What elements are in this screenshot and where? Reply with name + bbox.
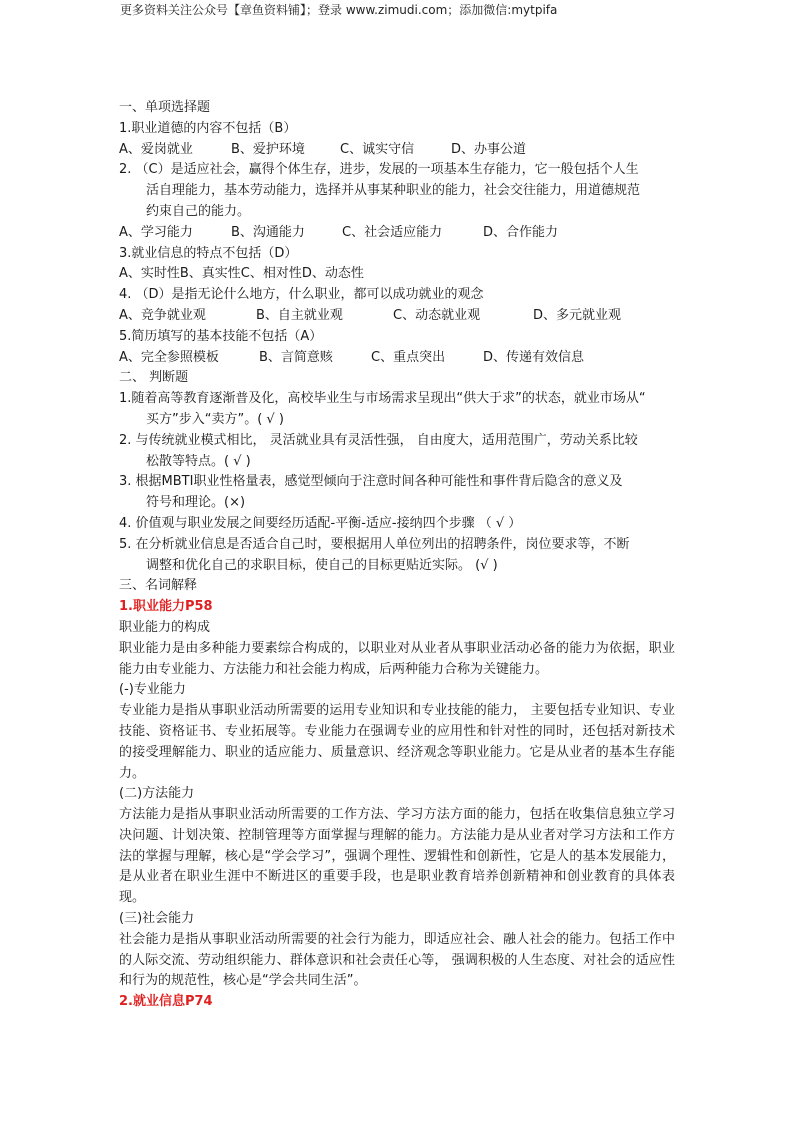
option-d: D、办事公道 bbox=[451, 141, 527, 157]
option-d: D、合作能力 bbox=[483, 224, 559, 240]
option-b: B、言简意赅 bbox=[259, 349, 333, 365]
judgement-2: 2. 与传统就业模式相比， 灵活就业具有灵活性强， 自由度大，适用范围广，劳动关系比较 bbox=[119, 432, 638, 448]
question-1-options bbox=[119, 140, 675, 161]
judgement-5-cont: 调整和优化自己的求职目标，使自己的目标更贴近实际。 (√ ) bbox=[146, 557, 498, 573]
question-4-options bbox=[119, 306, 675, 327]
question-4-stem: 4. （D）是指无论什么地方，什么职业，都可以成功就业的观念 bbox=[119, 287, 484, 303]
paragraph-method-ability: 方法能力是指从事职业活动所需要的工作方法、学习方法方面的能力，包括在收集信息独立学习决问题、计划决策、控制管理等方面掌握与理解的能力。方法能力是从业者对学习方法和工作方法的掌握与理解，核心是“学会学习”，强调个理性、逻辑性和创新性，它是人的基本发展能力，是从业者在职业生涯中不断进区的重要手段，也是职业教育培养创新精神和创业教育的具体表现。 bbox=[119, 807, 675, 906]
paragraph-professional-ability: 专业能力是指从事职业活动所需要的运用专业知识和专业技能的能力， 主要包括专业知识、专业技能、资格证书、专业拓展等。专业能力在强调专业的应用性和针对性的同时，还包括对新技术的接受理解能力、职业的适应能力、质量意识、经济观念等职业能力。它是从业者的基本生存能力。 bbox=[119, 703, 675, 781]
judgement-3-cont: 符号和理论。(×) bbox=[146, 495, 246, 511]
option-a: A、爱岗就业 bbox=[119, 141, 193, 157]
paragraph-social-ability: 社会能力是指从事职业活动所需要的社会行为能力，即适应社会、融人社会的能力。包括工作中的人际交流、劳动组织能力、群体意识和社会责任心等， 强调积极的人生态度、对社会的适应性和行为的规范性，核心是“学会共同生活”。 bbox=[119, 931, 675, 989]
question-5-options bbox=[119, 348, 675, 369]
question-2-stem: 2. （C）是适应社会，赢得个体生存，进步，发展的一项基本生存能力，它一般包括个人生 bbox=[119, 162, 639, 178]
term-1-heading: 1.职业能力P58 bbox=[119, 599, 213, 615]
option-b: B、爱护环境 bbox=[231, 141, 305, 157]
option-d: D、传递有效信息 bbox=[483, 349, 585, 365]
option-d: D、多元就业观 bbox=[533, 307, 622, 323]
question-3-stem: 3.就业信息的特点不包括（D） bbox=[119, 245, 298, 261]
option-c: C、动态就业观 bbox=[393, 307, 481, 323]
term-2-heading: 2.就业信息P74 bbox=[119, 994, 213, 1010]
option-b: B、沟通能力 bbox=[231, 224, 305, 240]
term-1-subheading: 职业能力的构成 bbox=[119, 619, 211, 635]
option-c: C、诚实守信 bbox=[340, 141, 415, 157]
subheading-professional-ability: (-)专业能力 bbox=[119, 682, 186, 698]
question-3-options: A、实时性B、真实性C、相对性D、动态性 bbox=[119, 266, 364, 282]
question-2-stem-cont: 活自理能力，基本劳动能力，选择并从事某种职业的能力，社会交往能力，用道德规范 bbox=[146, 183, 641, 199]
option-c: C、重点突出 bbox=[371, 349, 446, 365]
question-2-options bbox=[119, 223, 675, 244]
question-1-stem: 1.职业道德的内容不包括（B） bbox=[119, 120, 297, 136]
term-1-paragraph: 职业能力是由多种能力要素综合构成的，以职业对从业者从事职业活动必备的能力为依据，职业能力由专业能力、方法能力和社会能力构成，后两种能力合称为关键能力。 bbox=[119, 640, 675, 677]
question-5-stem: 5.简历填写的基本技能不包括（A） bbox=[119, 328, 323, 344]
document-body bbox=[119, 98, 675, 1013]
option-a: A、完全参照模板 bbox=[119, 349, 219, 365]
question-2-stem-cont: 约束自己的能力。 bbox=[146, 203, 251, 219]
option-c: C、社会适应能力 bbox=[342, 224, 443, 240]
subheading-method-ability: (二)方法能力 bbox=[119, 786, 195, 802]
option-a: A、竞争就业观 bbox=[119, 307, 206, 323]
judgement-5: 5. 在分析就业信息是否适合自己时，要根据用人单位列出的招聘条件，岗位要求等，不断 bbox=[119, 536, 630, 552]
section-title-true-false: 二、 判断题 bbox=[119, 370, 189, 386]
judgement-3: 3. 根据MBTI职业性格量表，感觉型倾向于注意时间各种可能性和事件背后隐含的意义及 bbox=[119, 474, 623, 490]
page-header-note: 更多资料关注公众号【章鱼资料铺】；登录 www.zimudi.com；添加微信:mytpifa bbox=[120, 3, 558, 17]
judgement-2-cont: 松散等特点。( √ ) bbox=[146, 453, 251, 469]
judgement-4: 4. 价值观与职业发展之间要经历适配-平衡-适应-接纳四个步骤 （ √ ） bbox=[119, 515, 522, 531]
judgement-1-cont: 买方”步入“卖方”。( √ ) bbox=[146, 411, 284, 427]
subheading-social-ability: (三)社会能力 bbox=[119, 911, 195, 927]
section-title-single-choice: 一、单项选择题 bbox=[119, 100, 211, 115]
option-b: B、自主就业观 bbox=[256, 307, 343, 323]
option-a: A、学习能力 bbox=[119, 224, 193, 240]
section-title-terms: 三、名词解释 bbox=[119, 578, 198, 594]
judgement-1: 1.随着高等教育逐渐普及化，高校毕业生与市场需求呈现出“供大于求”的状态，就业市场从“ bbox=[119, 391, 646, 407]
